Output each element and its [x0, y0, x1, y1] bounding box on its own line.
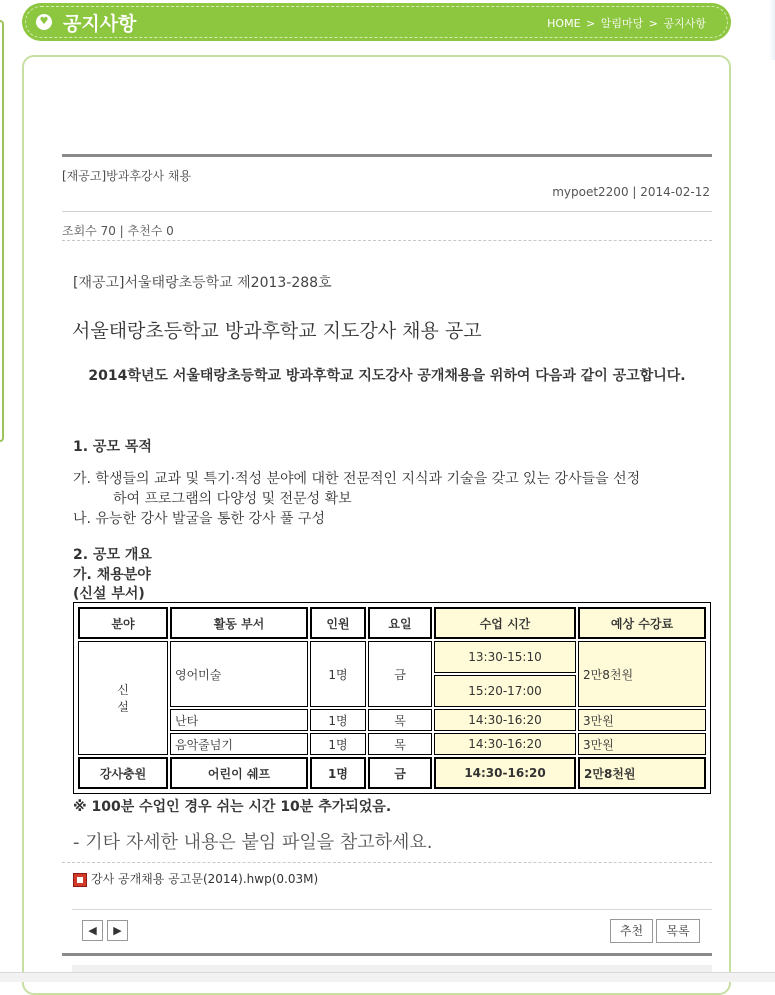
recommend-button[interactable]: 추천: [610, 919, 653, 943]
meta-divider: [62, 211, 712, 212]
day-cell: 목: [368, 709, 432, 731]
header-fee: 예상 수강료: [578, 607, 706, 639]
attachment: [73, 870, 318, 887]
header-count: 인원: [310, 607, 366, 639]
table-header-row: [78, 607, 706, 639]
dept-cell: 어린이 쉐프: [170, 757, 308, 789]
breadcrumb-separator: >: [586, 17, 596, 30]
dept-cell: 영어미술: [170, 641, 308, 707]
table-row: [78, 709, 706, 731]
time-cell: 15:20-17:00: [434, 675, 576, 707]
header-bar: [22, 3, 731, 41]
subsection-new-dept: (신설 부서): [73, 586, 145, 602]
dept-cell: 음악줄넘기: [170, 733, 308, 755]
prev-button[interactable]: ◀: [82, 920, 103, 941]
table-row: [78, 641, 706, 673]
top-divider: [62, 154, 712, 157]
attachment-divider: [62, 862, 712, 863]
time-cell: 14:30-16:20: [434, 709, 576, 731]
table-row: [78, 733, 706, 755]
intro-text: 2014학년도 서울태랑초등학교 방과후학교 지도강사 공개채용을 위하여 다음과 같이 공고합니다.: [88, 368, 686, 384]
header-field: 분야: [78, 607, 168, 639]
attachment-note: - 기타 자세한 내용은 붙임 파일을 참고하세요.: [73, 832, 433, 853]
attachment-link[interactable]: 강사 공개채용 공고문(2014).hwp(0.03M): [91, 872, 319, 886]
table-row: [78, 757, 706, 789]
notice-number: [재공고]서울태랑초등학교 제2013-288호: [73, 275, 332, 291]
post-meta: mypoet2200 | 2014-02-12: [552, 185, 710, 199]
count-cell: 1명: [310, 641, 366, 707]
fee-cell: 2만8천원: [578, 757, 706, 789]
table-note: ※ 100분 수업인 경우 쉬는 시간 10분 추가되었음.: [73, 799, 392, 815]
fee-cell: 2만8천원: [578, 641, 706, 707]
dept-cell: 난타: [170, 709, 308, 731]
left-rail: [0, 20, 4, 442]
day-cell: 목: [368, 733, 432, 755]
document-title: 서울태랑초등학교 방과후학교 지도강사 채용 공고: [72, 320, 482, 342]
right-edge: [769, 0, 775, 60]
purpose-item-ga: 가. 학생들의 교과 및 특기·적성 분야에 대한 전문적인 지식과 기술을 갖고 있는 강사들을 선정: [73, 471, 641, 487]
breadcrumb-current[interactable]: 공지사항: [663, 17, 706, 30]
breadcrumb-home[interactable]: HOME: [547, 17, 581, 30]
fee-cell: 3만원: [578, 733, 706, 755]
count-cell: 1명: [310, 709, 366, 731]
day-cell: 금: [368, 757, 432, 789]
section-purpose: 1. 공모 목적: [73, 439, 152, 455]
heart-icon: ♥: [36, 14, 52, 30]
file-icon: [73, 873, 87, 887]
breadcrumb: [546, 15, 707, 31]
subsection-field: 가. 채용분야: [73, 567, 151, 583]
fee-cell: 3만원: [578, 709, 706, 731]
section-overview: 2. 공모 개요: [73, 547, 152, 563]
time-cell: 14:30-16:20: [434, 757, 576, 789]
count-cell: 1명: [310, 757, 366, 789]
post-title: [재공고]방과후강사 채용: [62, 169, 192, 183]
header-dept: 활동 부서: [170, 607, 308, 639]
post-stats: 조회수 70 | 추천수 0: [62, 224, 174, 238]
page-title: 공지사항: [63, 13, 137, 35]
breadcrumb-notice-board[interactable]: 알림마당: [600, 17, 644, 30]
header-time: 수업 시간: [434, 607, 576, 639]
stats-divider: [62, 240, 712, 241]
recruit-table: [73, 602, 711, 794]
list-button[interactable]: 목록: [656, 919, 700, 943]
time-cell: 13:30-15:10: [434, 641, 576, 673]
day-cell: 금: [368, 641, 432, 707]
field-cell: 강사충원: [78, 757, 168, 789]
bottom-divider: [62, 953, 712, 956]
purpose-item-na: 나. 유능한 강사 발굴을 통한 강사 풀 구성: [73, 511, 325, 527]
header-day: 요일: [368, 607, 432, 639]
count-cell: 1명: [310, 733, 366, 755]
time-cell: 14:30-16:20: [434, 733, 576, 755]
breadcrumb-separator: >: [648, 17, 658, 30]
group-label: 신 설: [78, 641, 168, 755]
purpose-item-ga-cont: 하여 프로그램의 다양성 및 전문성 확보: [113, 491, 352, 507]
next-button[interactable]: ▶: [107, 920, 128, 941]
nav-divider: [72, 909, 712, 910]
